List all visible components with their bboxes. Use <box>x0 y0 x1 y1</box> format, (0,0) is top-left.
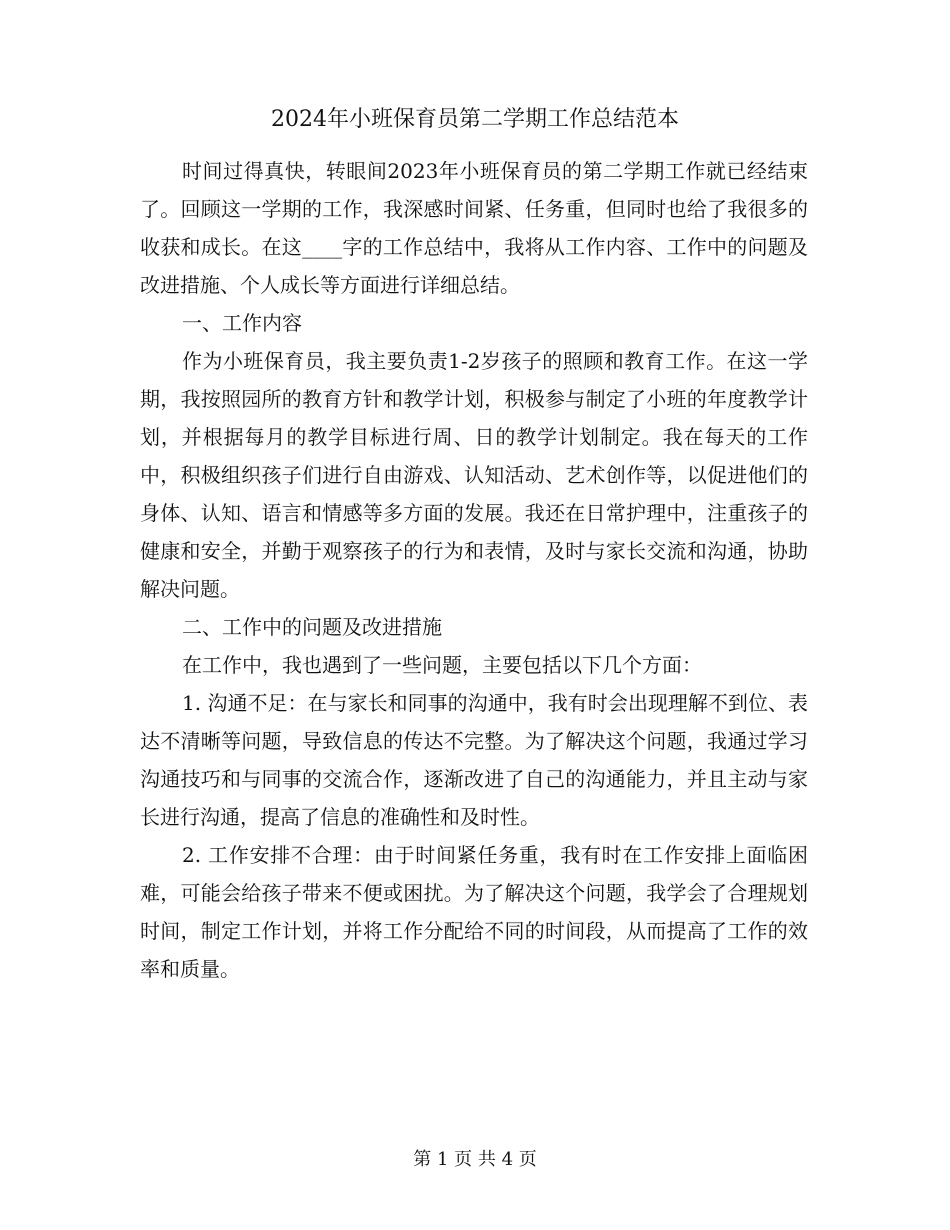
problem-item-scheduling: 2. 工作安排不合理：由于时间紧任务重，我有时在工作安排上面临困难，可能会给孩子带来不便或困扰。为了解决这个问题，我学会了合理规划时间，制定工作计划，并将工作分配给不同的时间段，从而提高了工作的效率和质量。 <box>140 843 808 981</box>
work-content-paragraph: 作为小班保育员，我主要负责1-2岁孩子的照顾和教育工作。在这一学期，我按照园所的教育方针和教学计划，积极参与制定了小班的年度教学计划，并根据每月的教学目标进行周、日的教学计划制定。我在每天的工作中，积极组织孩子们进行自由游戏、认知活动、艺术创作等，以促进他们的身体、认知、语言和情感等多方面的发展。我还在日常护理中，注重孩子的健康和安全，并勤于观察孩子的行为和表情，及时与家长交流和沟通，协助解决问题。 <box>140 349 808 601</box>
section-heading-problems: 二、工作中的问题及改进措施 <box>182 615 442 639</box>
document-title: 2024年小班保育员第二学期工作总结范本 <box>271 107 679 132</box>
page-number-footer: 第 1 页 共 4 页 <box>413 1149 537 1170</box>
intro-paragraph: 时间过得真快，转眼间2023年小班保育员的第二学期工作就已经结束了。回顾这一学期的工作，我深感时间紧、任务重，但同时也给了我很多的收获和成长。在这____字的工作总结中，我将从工作内容、工作中的问题及改进措施、个人成长等方面进行详细总结。 <box>140 159 808 297</box>
document-body <box>140 152 808 988</box>
section-heading-work-content: 一、工作内容 <box>182 311 302 335</box>
problem-item-communication: 1. 沟通不足：在与家长和同事的沟通中，我有时会出现理解不到位、表达不清晰等问题，导致信息的传达不完整。为了解决这个问题，我通过学习沟通技巧和与同事的交流合作，逐渐改进了自己的沟通能力，并且主动与家长进行沟通，提高了信息的准确性和及时性。 <box>140 691 808 829</box>
problems-intro-paragraph: 在工作中，我也遇到了一些问题，主要包括以下几个方面： <box>182 653 702 677</box>
